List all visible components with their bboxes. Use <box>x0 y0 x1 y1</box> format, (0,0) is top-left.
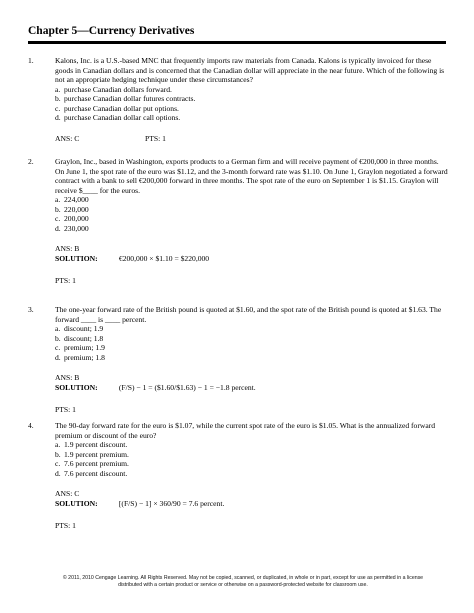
question-number: 1. <box>28 56 34 65</box>
solution-text: (F/S) − 1 = ($1.60/$1.63) − 1 = −1.8 percent. <box>118 382 256 392</box>
answer: ANS: B <box>55 373 80 382</box>
points: PTS: 1 <box>145 133 166 143</box>
question-stem: The 90-day forward rate for the euro is $1.07, while the current spot rate of the euro is $1.05. What is the annualized forward premium or discount of the euro? <box>55 421 436 440</box>
question-number: 2. <box>28 157 34 166</box>
option: b. 220,000 <box>55 204 89 214</box>
answer: ANS: C <box>55 489 80 498</box>
solution-text: €200,000 × $1.10 = $220,000 <box>118 253 210 263</box>
option: c. 7.6 percent premium. <box>55 459 129 468</box>
option: d. 7.6 percent discount. <box>55 468 128 478</box>
title-rule <box>28 41 446 44</box>
answer: ANS: B <box>55 244 80 253</box>
solution-row <box>55 254 448 264</box>
solution-text: [(F/S) − 1] × 360/90 = 7.6 percent. <box>118 498 225 508</box>
question-stem: The one-year forward rate of the British pound is quoted at $1.60, and the spot rate of the British pound is quoted at $1.63. The forward ____ is ____ percent. <box>55 305 442 324</box>
points: PTS: 1 <box>55 405 76 414</box>
copyright-footer: © 2011, 2010 Cengage Learning. All Rights Reserved. May not be copied, scanned, or duplicated, in whole or in part, except for use as permitted in a license distributed with a certain product or service or otherwise on a password-protected website for classroom use. <box>62 575 424 588</box>
option: c. 200,000 <box>55 214 89 223</box>
option: d. purchase Canadian dollar call options. <box>55 113 181 122</box>
answer: ANS: C <box>55 133 80 143</box>
question-stem: Kalons, Inc. is a U.S.-based MNC that frequently imports raw materials from Canada. Kalons is typically invoiced for these goods in Canadian dollars and is concerned that the Canadian dollar will appreciate in the near future. Which of the following is not an appropriate hedging technique under these circumstances? <box>55 56 445 84</box>
option: a. 1.9 percent discount. <box>55 440 128 449</box>
option: b. 1.9 percent premium. <box>55 449 129 459</box>
solution-row <box>55 383 448 393</box>
option: c. purchase Canadian dollar put options. <box>55 103 179 113</box>
solution-label: SOLUTION: <box>55 382 98 392</box>
option: a. 224,000 <box>55 195 89 204</box>
solution-label: SOLUTION: <box>55 498 98 508</box>
option: d. premium; 1.8 <box>55 352 105 362</box>
option: b. purchase Canadian dollar futures contracts. <box>55 94 196 103</box>
option: a. purchase Canadian dollars forward. <box>55 84 172 94</box>
option: b. discount; 1.8 <box>55 333 104 343</box>
solution-label: SOLUTION: <box>55 253 98 263</box>
points: PTS: 1 <box>55 521 76 530</box>
question-3 <box>28 305 448 415</box>
question-stem: Graylon, Inc., based in Washington, exports products to a German firm and will receive payment of €200,000 in three months. On June 1, the spot rate of the euro was $1.12, and the 3-month forward rate was $1.10. On June 1, Graylon negotiated a forward contract with a bank to sell €200,000 forward in three months. The spot rate of the euro on September 1 is $1.15. Graylon will receive $____ for the euros. <box>55 157 448 195</box>
question-4 <box>28 421 448 531</box>
chapter-title: Chapter 5—Currency Derivatives <box>28 25 195 37</box>
question-2 <box>28 157 448 286</box>
option: a. discount; 1.9 <box>55 324 104 333</box>
answer-row <box>55 134 448 144</box>
points: PTS: 1 <box>55 276 76 285</box>
question-number: 4. <box>28 421 34 430</box>
question-1 <box>28 56 448 143</box>
option: c. premium; 1.9 <box>55 343 105 352</box>
question-number: 3. <box>28 305 34 314</box>
option: d. 230,000 <box>55 223 89 233</box>
solution-row <box>55 499 448 509</box>
